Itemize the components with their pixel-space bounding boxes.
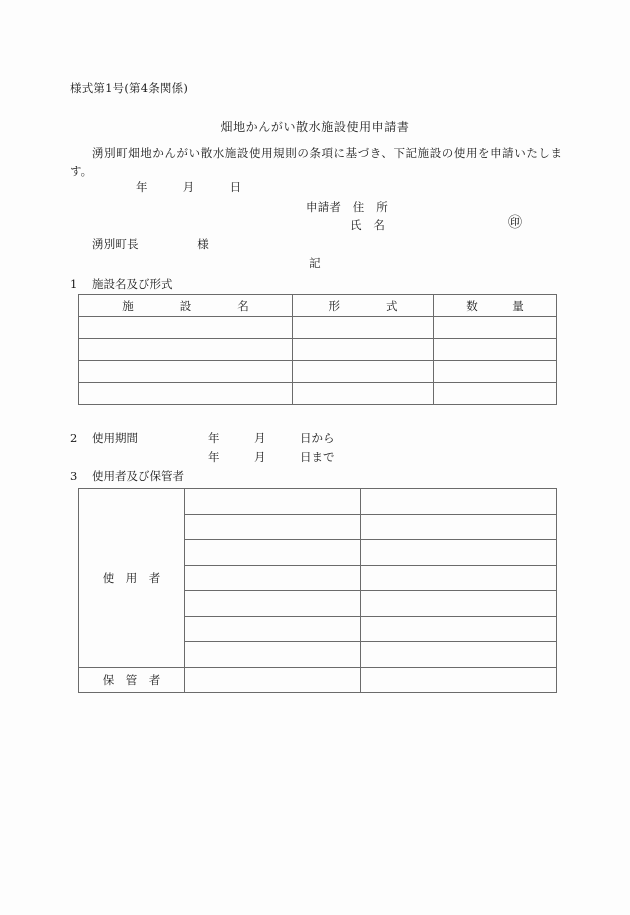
section-title: 施設名及び形式 — [92, 277, 173, 291]
cell-facility-name[interactable] — [79, 317, 293, 339]
applicant-address-label: 申請者 住 所 — [306, 200, 388, 214]
users-keeper-table — [78, 488, 557, 693]
period-to-line: 年 月 日まで — [208, 450, 335, 464]
period-from-line: 年 月 日から — [208, 431, 335, 445]
column-header-quantity: 数 量 — [434, 295, 557, 317]
section-heading-users — [70, 468, 184, 484]
cell-facility-name[interactable] — [79, 339, 293, 361]
cell-user-left[interactable] — [185, 565, 361, 591]
section-number: 2 — [70, 431, 78, 445]
cell-quantity[interactable] — [434, 339, 557, 361]
cell-user-right[interactable] — [361, 565, 557, 591]
table-row — [79, 361, 557, 383]
form-number-label: 様式第1号(第4条関係) — [70, 81, 189, 95]
body-paragraph: 湧別町畑地かんがい散水施設使用規則の条項に基づき、下記施設の使用を申請いたします。 — [70, 146, 562, 178]
cell-quantity[interactable] — [434, 317, 557, 339]
section-title: 使用者及び保管者 — [92, 469, 184, 483]
cell-type[interactable] — [293, 339, 434, 361]
cell-user-right[interactable] — [361, 489, 557, 515]
cell-facility-name[interactable] — [79, 361, 293, 383]
cell-user-right[interactable] — [361, 642, 557, 668]
cell-type[interactable] — [293, 317, 434, 339]
cell-user-right[interactable] — [361, 616, 557, 642]
cell-keeper-left[interactable] — [185, 667, 361, 693]
addressee-line: 湧別町長 様 — [92, 237, 209, 251]
cell-quantity[interactable] — [434, 383, 557, 405]
cell-user-left[interactable] — [185, 540, 361, 566]
table-row — [79, 383, 557, 405]
cell-type[interactable] — [293, 361, 434, 383]
section-number: 3 — [70, 469, 78, 483]
cell-user-left[interactable] — [185, 489, 361, 515]
row-label-keeper: 保 管 者 — [79, 667, 185, 693]
cell-user-left[interactable] — [185, 591, 361, 617]
cell-type[interactable] — [293, 383, 434, 405]
cell-facility-name[interactable] — [79, 383, 293, 405]
ki-marker: 記 — [309, 256, 321, 270]
section-heading-facility — [70, 276, 173, 292]
date-field-line: 年 月 日 — [136, 180, 242, 194]
cell-user-left[interactable] — [185, 642, 361, 668]
section-heading-period — [70, 430, 138, 446]
column-header-type: 形 式 — [293, 295, 434, 317]
cell-user-right[interactable] — [361, 514, 557, 540]
section-title: 使用期間 — [92, 431, 138, 445]
cell-user-left[interactable] — [185, 616, 361, 642]
cell-quantity[interactable] — [434, 361, 557, 383]
section-number: 1 — [70, 277, 78, 291]
row-label-user: 使 用 者 — [79, 489, 185, 668]
table-row — [79, 317, 557, 339]
document-title: 畑地かんがい散水施設使用申請書 — [220, 120, 410, 134]
cell-user-right[interactable] — [361, 540, 557, 566]
seal-stamp-icon: ㊞ — [508, 215, 523, 231]
table-header-row — [79, 295, 557, 317]
cell-user-left[interactable] — [185, 514, 361, 540]
facility-table — [78, 294, 557, 405]
applicant-name-label: 氏 名 — [350, 218, 386, 232]
table-row — [79, 489, 557, 515]
table-row — [79, 667, 557, 693]
table-row — [79, 339, 557, 361]
cell-keeper-right[interactable] — [361, 667, 557, 693]
column-header-facility-name: 施 設 名 — [79, 295, 293, 317]
cell-user-right[interactable] — [361, 591, 557, 617]
